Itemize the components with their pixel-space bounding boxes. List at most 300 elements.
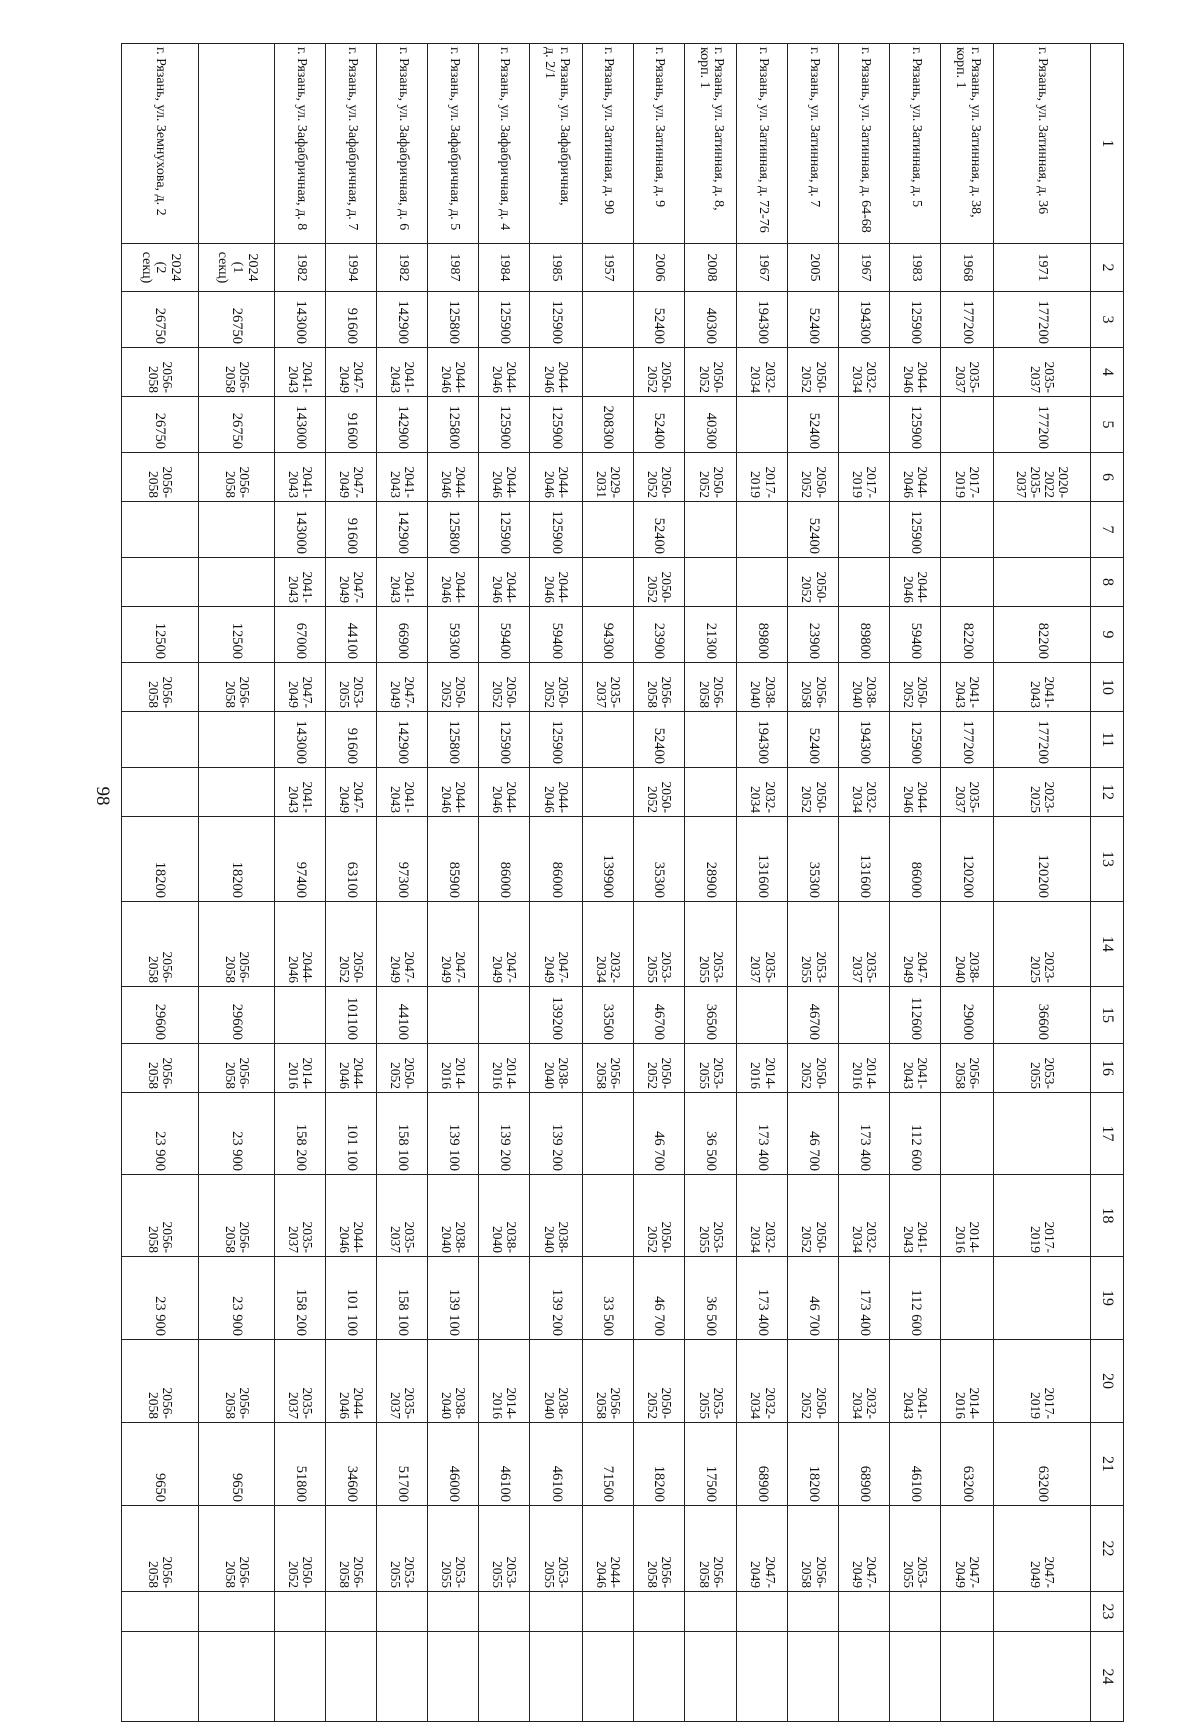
value-cell-col-8 (993, 558, 1090, 607)
value-cell-col-22: 2047- 2049 (737, 1506, 788, 1592)
value-cell-col-23 (122, 1592, 199, 1632)
value-cell-col-13: 28900 (684, 817, 737, 902)
value-cell-col-24 (633, 1632, 684, 1722)
value-cell-col-17: 23 900 (198, 1093, 275, 1175)
value-cell-col-11 (684, 712, 737, 768)
value-cell-col-7: 52400 (788, 502, 839, 558)
column-number-7: 7 (1091, 502, 1124, 558)
value-cell-col-8 (941, 558, 994, 607)
value-cell-col-16: 2050- 2052 (377, 1044, 428, 1093)
rotated-table-wrapper (121, 43, 1124, 1685)
value-cell-col-13: 86000 (890, 817, 941, 902)
value-cell-col-18: 2035- 2037 (275, 1175, 326, 1257)
value-cell-col-15: 36600 (993, 987, 1090, 1044)
value-cell-col-20: 2056- 2058 (122, 1340, 199, 1423)
value-cell-col-17: 173 400 (839, 1093, 890, 1175)
value-cell-col-7 (122, 502, 199, 558)
value-cell-col-15: 29000 (941, 987, 994, 1044)
address-cell: г. Рязань, ул. Зафабричная, д. 6 (377, 44, 428, 244)
value-cell-col-17: 36 500 (684, 1093, 737, 1175)
value-cell-col-7: 125800 (428, 502, 479, 558)
value-cell-col-16: 2050- 2052 (788, 1044, 839, 1093)
value-cell-col-23 (993, 1592, 1090, 1632)
value-cell-col-8: 2044- 2046 (890, 558, 941, 607)
value-cell-col-15 (737, 987, 788, 1044)
value-cell-col-10: 2056- 2058 (198, 663, 275, 712)
value-cell-col-19: 158 200 (275, 1257, 326, 1340)
year-cell: 1982 (377, 244, 428, 292)
value-cell-col-21: 34600 (326, 1423, 377, 1506)
value-cell-col-12 (198, 768, 275, 817)
value-cell-col-6: 2047- 2049 (326, 453, 377, 502)
value-cell-col-12: 2044- 2046 (479, 768, 530, 817)
value-cell-col-3: 40300 (684, 292, 737, 348)
value-cell-col-24 (993, 1632, 1090, 1722)
value-cell-col-4: 2056- 2058 (122, 348, 199, 397)
value-cell-col-18: 2056- 2058 (198, 1175, 275, 1257)
value-cell-col-14: 2050- 2052 (326, 902, 377, 987)
value-cell-col-9: 59400 (530, 607, 583, 663)
value-cell-col-22: 2056- 2058 (633, 1506, 684, 1592)
table-row (530, 44, 583, 1722)
value-cell-col-23 (479, 1592, 530, 1632)
value-cell-col-13: 97300 (377, 817, 428, 902)
value-cell-col-23 (198, 1592, 275, 1632)
value-cell-col-7 (198, 502, 275, 558)
column-number-15: 15 (1091, 987, 1124, 1044)
column-number-11: 11 (1091, 712, 1124, 768)
value-cell-col-8: 2041- 2043 (275, 558, 326, 607)
value-cell-col-16: 2053- 2055 (684, 1044, 737, 1093)
value-cell-col-5: 125800 (428, 397, 479, 453)
value-cell-col-19: 112 600 (890, 1257, 941, 1340)
value-cell-col-6: 2041- 2043 (275, 453, 326, 502)
table-row (737, 44, 788, 1722)
year-cell: 2008 (684, 244, 737, 292)
value-cell-col-12: 2041- 2043 (275, 768, 326, 817)
value-cell-col-7 (737, 502, 788, 558)
value-cell-col-16: 2014- 2016 (737, 1044, 788, 1093)
value-cell-col-9: 12500 (122, 607, 199, 663)
column-number-23: 23 (1091, 1592, 1124, 1632)
value-cell-col-5 (737, 397, 788, 453)
value-cell-col-15: 101100 (326, 987, 377, 1044)
value-cell-col-18: 2038- 2040 (530, 1175, 583, 1257)
value-cell-col-24 (737, 1632, 788, 1722)
value-cell-col-3: 194300 (737, 292, 788, 348)
table-row (275, 44, 326, 1722)
address-cell: г. Рязань, ул. Затинная, д. 7 (788, 44, 839, 244)
value-cell-col-23 (275, 1592, 326, 1632)
table-body (122, 44, 1091, 1722)
value-cell-col-17: 139 200 (530, 1093, 583, 1175)
value-cell-col-9: 89800 (839, 607, 890, 663)
table-row (839, 44, 890, 1722)
value-cell-col-20: 2050- 2052 (633, 1340, 684, 1423)
value-cell-col-24 (377, 1632, 428, 1722)
value-cell-col-18: 2050- 2052 (788, 1175, 839, 1257)
table-row (582, 44, 633, 1722)
value-cell-col-10: 2056- 2058 (684, 663, 737, 712)
value-cell-col-13: 120200 (993, 817, 1090, 902)
value-cell-col-3: 26750 (122, 292, 199, 348)
value-cell-col-13: 131600 (737, 817, 788, 902)
value-cell-col-4: 2044- 2046 (890, 348, 941, 397)
value-cell-col-20: 2053- 2055 (684, 1340, 737, 1423)
value-cell-col-23 (890, 1592, 941, 1632)
value-cell-col-18: 2032- 2034 (839, 1175, 890, 1257)
value-cell-col-17: 101 100 (326, 1093, 377, 1175)
value-cell-col-5: 52400 (633, 397, 684, 453)
value-cell-col-13: 131600 (839, 817, 890, 902)
year-cell: 1994 (326, 244, 377, 292)
value-cell-col-22: 2050- 2052 (275, 1506, 326, 1592)
value-cell-col-21: 51700 (377, 1423, 428, 1506)
value-cell-col-5: 26750 (198, 397, 275, 453)
value-cell-col-4: 2041- 2043 (377, 348, 428, 397)
year-cell: 1985 (530, 244, 583, 292)
value-cell-col-17: 46 700 (788, 1093, 839, 1175)
value-cell-col-3: 143000 (275, 292, 326, 348)
year-cell: 1967 (839, 244, 890, 292)
value-cell-col-24 (122, 1632, 199, 1722)
address-cell: г. Рязань, ул. Зафабричная, д. 5 (428, 44, 479, 244)
value-cell-col-14: 2047- 2049 (890, 902, 941, 987)
value-cell-col-21: 9650 (198, 1423, 275, 1506)
value-cell-col-14: 2038- 2040 (941, 902, 994, 987)
value-cell-col-22: 2053- 2055 (377, 1506, 428, 1592)
table-row (993, 44, 1090, 1722)
value-cell-col-17: 158 200 (275, 1093, 326, 1175)
year-cell: 2024 (1 секц) (198, 244, 275, 292)
value-cell-col-11: 143000 (275, 712, 326, 768)
value-cell-col-17 (582, 1093, 633, 1175)
value-cell-col-3: 125900 (479, 292, 530, 348)
value-cell-col-10: 2053- 2055 (326, 663, 377, 712)
value-cell-col-7 (941, 502, 994, 558)
address-cell: г. Рязань, ул. Затинная, д. 90 (582, 44, 633, 244)
value-cell-col-18: 2038- 2040 (428, 1175, 479, 1257)
value-cell-col-18: 2032- 2034 (737, 1175, 788, 1257)
value-cell-col-23 (633, 1592, 684, 1632)
value-cell-col-14: 2035- 2037 (737, 902, 788, 987)
value-cell-col-15: 36500 (684, 987, 737, 1044)
value-cell-col-13: 85900 (428, 817, 479, 902)
value-cell-col-6: 2017- 2019 (941, 453, 994, 502)
year-cell: 1983 (890, 244, 941, 292)
value-cell-col-17: 23 900 (122, 1093, 199, 1175)
value-cell-col-3: 177200 (993, 292, 1090, 348)
value-cell-col-11: 91600 (326, 712, 377, 768)
address-cell: г. Рязань, ул. Затинная, д. 5 (890, 44, 941, 244)
value-cell-col-11: 125800 (428, 712, 479, 768)
value-cell-col-23 (941, 1592, 994, 1632)
value-cell-col-19: 139 100 (428, 1257, 479, 1340)
value-cell-col-18: 2044- 2046 (326, 1175, 377, 1257)
value-cell-col-15 (839, 987, 890, 1044)
value-cell-col-11: 194300 (839, 712, 890, 768)
value-cell-col-23 (530, 1592, 583, 1632)
address-cell: г. Рязань, ул. Затинная, д. 8, корп. 1 (684, 44, 737, 244)
value-cell-col-14: 2035- 2037 (839, 902, 890, 987)
value-cell-col-24 (198, 1632, 275, 1722)
value-cell-col-23 (737, 1592, 788, 1632)
value-cell-col-13: 18200 (198, 817, 275, 902)
value-cell-col-9: 23900 (788, 607, 839, 663)
value-cell-col-16: 2056- 2058 (941, 1044, 994, 1093)
year-cell: 1971 (993, 244, 1090, 292)
value-cell-col-20: 2038- 2040 (428, 1340, 479, 1423)
value-cell-col-8: 2047- 2049 (326, 558, 377, 607)
value-cell-col-10: 2038- 2040 (839, 663, 890, 712)
value-cell-col-10: 2047- 2049 (275, 663, 326, 712)
value-cell-col-17: 139 200 (479, 1093, 530, 1175)
value-cell-col-19 (479, 1257, 530, 1340)
value-cell-col-3: 91600 (326, 292, 377, 348)
value-cell-col-18: 2041- 2043 (890, 1175, 941, 1257)
value-cell-col-12: 2035- 2037 (941, 768, 994, 817)
value-cell-col-12 (582, 768, 633, 817)
value-cell-col-24 (428, 1632, 479, 1722)
year-cell: 2024 (2 секц) (122, 244, 199, 292)
value-cell-col-19: 33 500 (582, 1257, 633, 1340)
value-cell-col-11: 125900 (890, 712, 941, 768)
value-cell-col-6: 2050- 2052 (684, 453, 737, 502)
column-number-12: 12 (1091, 768, 1124, 817)
value-cell-col-16: 2050- 2052 (633, 1044, 684, 1093)
value-cell-col-20: 2014- 2016 (479, 1340, 530, 1423)
value-cell-col-17: 158 100 (377, 1093, 428, 1175)
value-cell-col-8: 2041- 2043 (377, 558, 428, 607)
value-cell-col-12 (684, 768, 737, 817)
value-cell-col-4: 2044- 2046 (479, 348, 530, 397)
value-cell-col-20: 2041- 2043 (890, 1340, 941, 1423)
value-cell-col-4: 2035- 2037 (993, 348, 1090, 397)
table-row (428, 44, 479, 1722)
column-number-4: 4 (1091, 348, 1124, 397)
value-cell-col-14: 2047- 2049 (377, 902, 428, 987)
table-row (326, 44, 377, 1722)
value-cell-col-12: 2032- 2034 (737, 768, 788, 817)
value-cell-col-24 (788, 1632, 839, 1722)
value-cell-col-12: 2044- 2046 (530, 768, 583, 817)
value-cell-col-9: 94300 (582, 607, 633, 663)
value-cell-col-5 (839, 397, 890, 453)
value-cell-col-3: 52400 (788, 292, 839, 348)
value-cell-col-6: 2044- 2046 (428, 453, 479, 502)
value-cell-col-23 (788, 1592, 839, 1632)
value-cell-col-5: 177200 (993, 397, 1090, 453)
value-cell-col-21: 9650 (122, 1423, 199, 1506)
value-cell-col-9: 66900 (377, 607, 428, 663)
value-cell-col-9: 12500 (198, 607, 275, 663)
value-cell-col-19: 36 500 (684, 1257, 737, 1340)
value-cell-col-5: 125900 (530, 397, 583, 453)
value-cell-col-5: 125900 (479, 397, 530, 453)
address-cell: г. Рязань, ул. Зафабричная, д. 2/1 (530, 44, 583, 244)
table-row (684, 44, 737, 1722)
value-cell-col-4: 2044- 2046 (428, 348, 479, 397)
value-cell-col-9: 21300 (684, 607, 737, 663)
value-cell-col-12 (122, 768, 199, 817)
value-cell-col-3: 125900 (530, 292, 583, 348)
value-cell-col-22: 2053- 2055 (479, 1506, 530, 1592)
value-cell-col-8: 2044- 2046 (530, 558, 583, 607)
column-number-8: 8 (1091, 558, 1124, 607)
repair-schedule-table (121, 43, 1124, 1722)
value-cell-col-15 (275, 987, 326, 1044)
value-cell-col-19 (993, 1257, 1090, 1340)
value-cell-col-17: 112 600 (890, 1093, 941, 1175)
value-cell-col-24 (684, 1632, 737, 1722)
value-cell-col-4: 2047- 2049 (326, 348, 377, 397)
value-cell-col-19: 158 100 (377, 1257, 428, 1340)
value-cell-col-20: 2056- 2058 (582, 1340, 633, 1423)
value-cell-col-14: 2047- 2049 (479, 902, 530, 987)
value-cell-col-21: 51800 (275, 1423, 326, 1506)
value-cell-col-21: 17500 (684, 1423, 737, 1506)
value-cell-col-5: 52400 (788, 397, 839, 453)
value-cell-col-8 (737, 558, 788, 607)
value-cell-col-14: 2053- 2055 (788, 902, 839, 987)
value-cell-col-20: 2035- 2037 (275, 1340, 326, 1423)
value-cell-col-6: 2044- 2046 (530, 453, 583, 502)
value-cell-col-15: 33500 (582, 987, 633, 1044)
value-cell-col-20: 2017- 2019 (993, 1340, 1090, 1423)
value-cell-col-15: 44100 (377, 987, 428, 1044)
address-cell (198, 44, 275, 244)
table-row (890, 44, 941, 1722)
value-cell-col-3: 52400 (633, 292, 684, 348)
value-cell-col-7: 52400 (633, 502, 684, 558)
value-cell-col-12: 2023- 2025 (993, 768, 1090, 817)
year-cell: 1968 (941, 244, 994, 292)
value-cell-col-12: 2047- 2049 (326, 768, 377, 817)
value-cell-col-15: 46700 (788, 987, 839, 1044)
value-cell-col-14: 2047- 2049 (428, 902, 479, 987)
value-cell-col-22: 2056- 2058 (684, 1506, 737, 1592)
value-cell-col-11 (122, 712, 199, 768)
value-cell-col-19: 173 400 (839, 1257, 890, 1340)
value-cell-col-3: 125900 (890, 292, 941, 348)
column-number-16: 16 (1091, 1044, 1124, 1093)
value-cell-col-14: 2032- 2034 (582, 902, 633, 987)
value-cell-col-19: 46 700 (788, 1257, 839, 1340)
value-cell-col-18: 2014- 2016 (941, 1175, 994, 1257)
value-cell-col-7: 125900 (479, 502, 530, 558)
column-number-6: 6 (1091, 453, 1124, 502)
value-cell-col-15 (479, 987, 530, 1044)
year-cell: 1967 (737, 244, 788, 292)
value-cell-col-24 (530, 1632, 583, 1722)
value-cell-col-16: 2053- 2055 (993, 1044, 1090, 1093)
value-cell-col-21: 68900 (737, 1423, 788, 1506)
value-cell-col-20: 2038- 2040 (530, 1340, 583, 1423)
value-cell-col-16: 2041- 2043 (890, 1044, 941, 1093)
value-cell-col-3: 177200 (941, 292, 994, 348)
value-cell-col-24 (275, 1632, 326, 1722)
value-cell-col-18: 2050- 2052 (633, 1175, 684, 1257)
value-cell-col-4: 2044- 2046 (530, 348, 583, 397)
year-cell: 1987 (428, 244, 479, 292)
address-cell: г. Рязань, ул. Затинная, д. 9 (633, 44, 684, 244)
value-cell-col-21: 46100 (479, 1423, 530, 1506)
column-number-22: 22 (1091, 1506, 1124, 1592)
column-number-18: 18 (1091, 1175, 1124, 1257)
address-cell: г. Рязань, ул. Зафабричная, д. 4 (479, 44, 530, 244)
value-cell-col-22: 2047- 2049 (941, 1506, 994, 1592)
value-cell-col-15: 112600 (890, 987, 941, 1044)
value-cell-col-14: 2053- 2055 (633, 902, 684, 987)
value-cell-col-16: 2056- 2058 (198, 1044, 275, 1093)
value-cell-col-12: 2032- 2034 (839, 768, 890, 817)
value-cell-col-21: 68900 (839, 1423, 890, 1506)
value-cell-col-6: 2056- 2058 (198, 453, 275, 502)
value-cell-col-24 (479, 1632, 530, 1722)
value-cell-col-21: 71500 (582, 1423, 633, 1506)
column-number-19: 19 (1091, 1257, 1124, 1340)
value-cell-col-3: 194300 (839, 292, 890, 348)
table-row (122, 44, 199, 1722)
value-cell-col-6: 2050- 2052 (633, 453, 684, 502)
value-cell-col-16: 2014- 2016 (839, 1044, 890, 1093)
value-cell-col-13: 86000 (530, 817, 583, 902)
value-cell-col-21: 46100 (890, 1423, 941, 1506)
value-cell-col-22: 2053- 2055 (530, 1506, 583, 1592)
value-cell-col-7: 125900 (890, 502, 941, 558)
value-cell-col-4: 2032- 2034 (839, 348, 890, 397)
value-cell-col-23 (684, 1592, 737, 1632)
value-cell-col-18: 2035- 2037 (377, 1175, 428, 1257)
value-cell-col-15: 46700 (633, 987, 684, 1044)
year-cell: 1957 (582, 244, 633, 292)
value-cell-col-8: 2050- 2052 (633, 558, 684, 607)
value-cell-col-10: 2050- 2052 (428, 663, 479, 712)
value-cell-col-23 (428, 1592, 479, 1632)
value-cell-col-7: 91600 (326, 502, 377, 558)
value-cell-col-18 (582, 1175, 633, 1257)
value-cell-col-20: 2032- 2034 (839, 1340, 890, 1423)
value-cell-col-18: 2017- 2019 (993, 1175, 1090, 1257)
value-cell-col-15: 29600 (122, 987, 199, 1044)
value-cell-col-11: 194300 (737, 712, 788, 768)
address-cell: г. Рязань, ул. Затинная, д. 72-76 (737, 44, 788, 244)
value-cell-col-15: 29600 (198, 987, 275, 1044)
value-cell-col-8 (198, 558, 275, 607)
value-cell-col-6: 2029- 2031 (582, 453, 633, 502)
address-cell: г. Рязань, ул. Затинная, д. 38, корп. 1 (941, 44, 994, 244)
table-row (941, 44, 994, 1722)
value-cell-col-11 (582, 712, 633, 768)
value-cell-col-8 (582, 558, 633, 607)
value-cell-col-14: 2056- 2058 (198, 902, 275, 987)
value-cell-col-20: 2044- 2046 (326, 1340, 377, 1423)
value-cell-col-4: 2050- 2052 (633, 348, 684, 397)
value-cell-col-5: 125900 (890, 397, 941, 453)
value-cell-col-5: 142900 (377, 397, 428, 453)
value-cell-col-8: 2044- 2046 (428, 558, 479, 607)
value-cell-col-3 (582, 292, 633, 348)
value-cell-col-11: 125900 (479, 712, 530, 768)
value-cell-col-21: 46000 (428, 1423, 479, 1506)
column-number-13: 13 (1091, 817, 1124, 902)
value-cell-col-10: 2035- 2037 (582, 663, 633, 712)
value-cell-col-9: 82200 (941, 607, 994, 663)
value-cell-col-10: 2038- 2040 (737, 663, 788, 712)
value-cell-col-5: 40300 (684, 397, 737, 453)
value-cell-col-20: 2032- 2034 (737, 1340, 788, 1423)
value-cell-col-6: 2056- 2058 (122, 453, 199, 502)
